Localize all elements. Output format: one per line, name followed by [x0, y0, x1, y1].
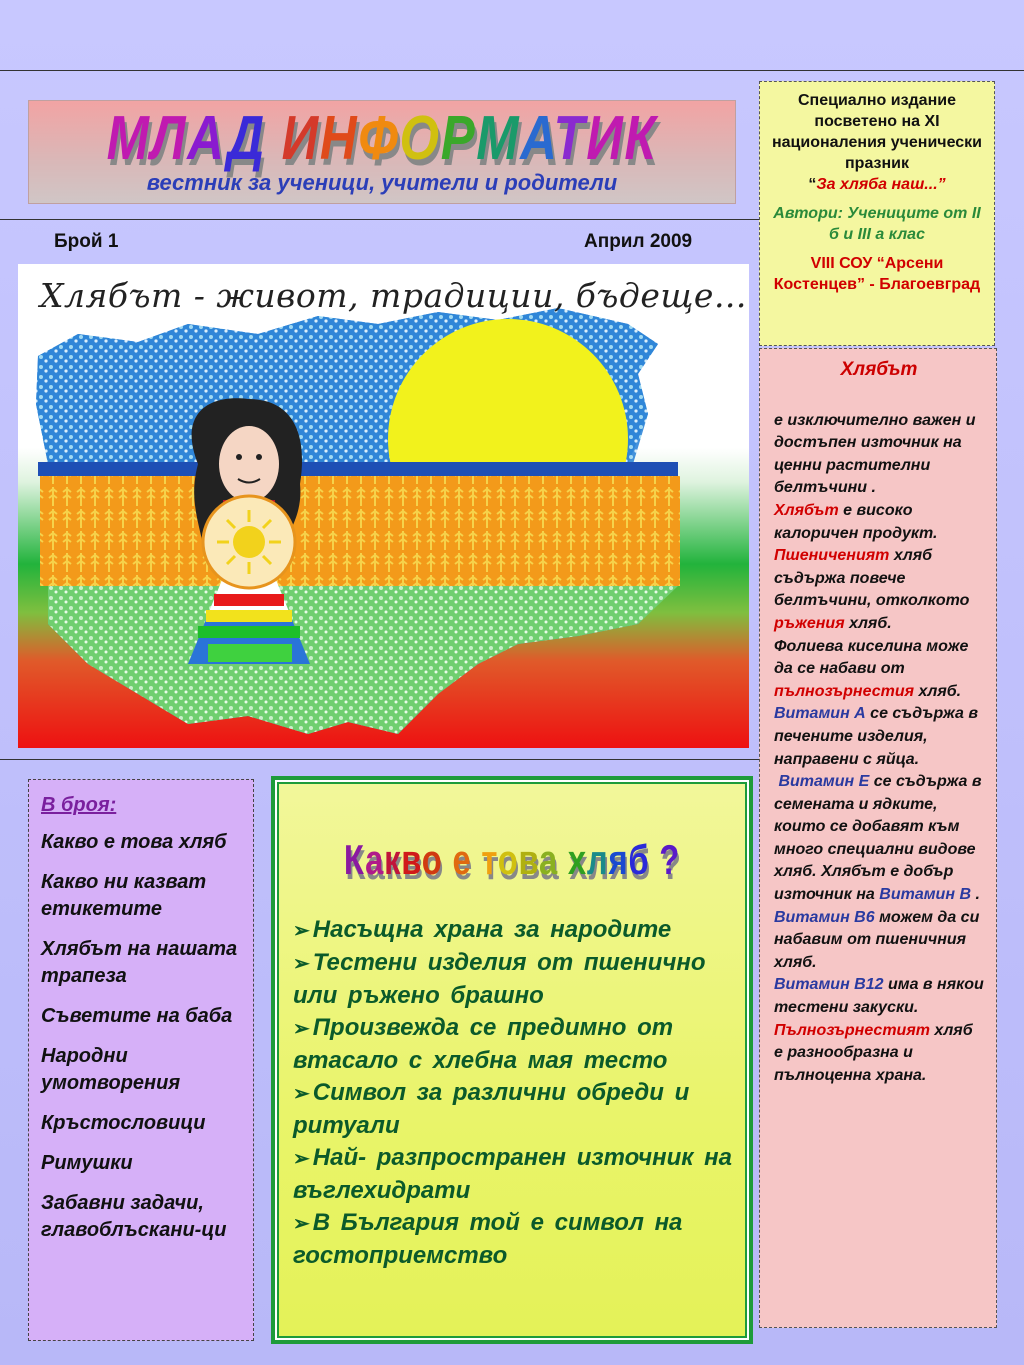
arrow-bullet-icon: ➢: [293, 1083, 310, 1105]
contents-item: Забавни задачи, главоблъскани-ци: [41, 1192, 227, 1241]
issue-date: Април 2009: [584, 231, 693, 252]
contents-item: Съветите на баба: [41, 1005, 233, 1027]
contents-item: Римушки: [41, 1152, 133, 1174]
list-item: ➢ Тестени изделия от пшенично или ръжено брашно: [293, 949, 706, 1009]
contents-item: Народни умотворения: [41, 1045, 181, 1094]
what-is-bread-title: Какво е това хляб ?: [343, 836, 681, 883]
masthead: [28, 100, 736, 204]
contents-heading: В броя:: [41, 794, 117, 816]
bulgaria-drawing: [18, 264, 749, 748]
authors: Автори: Учениците от II б и III а клас: [773, 205, 981, 243]
special-edition-box: [759, 81, 995, 346]
list-item: ➢ Символ за различни обреди и ритуали: [293, 1079, 690, 1139]
school-name: VIII СОУ “Арсени Костенцев” - Благоевград: [773, 255, 981, 293]
edition-description: Специално издание посветено на XI националения ученически празник “За хляба наш...”: [771, 92, 982, 193]
table-of-contents: [28, 779, 254, 1341]
arrow-bullet-icon: ➢: [293, 1018, 310, 1040]
masthead-rule: [0, 219, 760, 220]
newspaper-title: МЛАД ИНФОРМАТИК: [106, 104, 658, 173]
issue-number: Брой 1: [54, 231, 119, 252]
arrow-bullet-icon: ➢: [293, 1213, 310, 1235]
list-item: ➢ Произвежда се предимно от втасало с хлебна мая тесто: [293, 1014, 674, 1074]
list-item: ➢ Насъщна храна за народите: [293, 916, 672, 943]
newspaper-subtitle: вестник за ученици, учители и родители: [146, 170, 618, 195]
list-item: ➢ Най- разпространен източник на въглехидрати: [293, 1144, 732, 1204]
list-item: ➢ В България той е символ на гостоприемство: [293, 1209, 683, 1269]
contents-item: Какво е това хляб: [41, 831, 227, 853]
hero-rule: [0, 759, 760, 760]
bread-definition-list: [293, 914, 745, 1272]
girl-figure: [188, 398, 310, 664]
edition-quote: За хляба наш...”: [816, 176, 946, 193]
contents-item: Кръстословици: [41, 1112, 206, 1134]
hero-caption: Хлябът - живот, традиции, бъдеще...: [40, 276, 747, 315]
bread-facts-title: Хлябът: [840, 359, 918, 380]
what-is-bread-box: [271, 776, 753, 1344]
contents-item: Какво ни казват етикетите: [41, 871, 207, 920]
top-rule: [0, 70, 1024, 71]
bread-facts-text: е изключително важен и достъпен източник на ценни растителни белтъчини . Хлябът е високо калоричен продукт. Пшениченият хляб съдържа повече белтъчини, отколкото ръжения хляб. Фолиева киселина може да се набави от пълнозърнестия хляб. Витамин А се съдържа в печените изделия, направени с яйца. Витамин Е се съдържа в семената и ядките, които се добавят към много специални видове хляб. Хлябът е добър източник на Витамин В . Витамин В6 можем да си набавим от пшеничния хляб. Витамин В12 има в някои тестени закуски. Пълнозърнестият хляб е разнообразна и пълноценна храна.: [774, 411, 984, 1084]
arrow-bullet-icon: ➢: [293, 1148, 310, 1170]
arrow-bullet-icon: ➢: [293, 953, 310, 975]
hero-illustration: [18, 264, 749, 748]
contents-item: Хлябът на нашата трапеза: [41, 938, 238, 987]
bread-facts-column: [759, 348, 997, 1328]
arrow-bullet-icon: ➢: [293, 920, 310, 942]
